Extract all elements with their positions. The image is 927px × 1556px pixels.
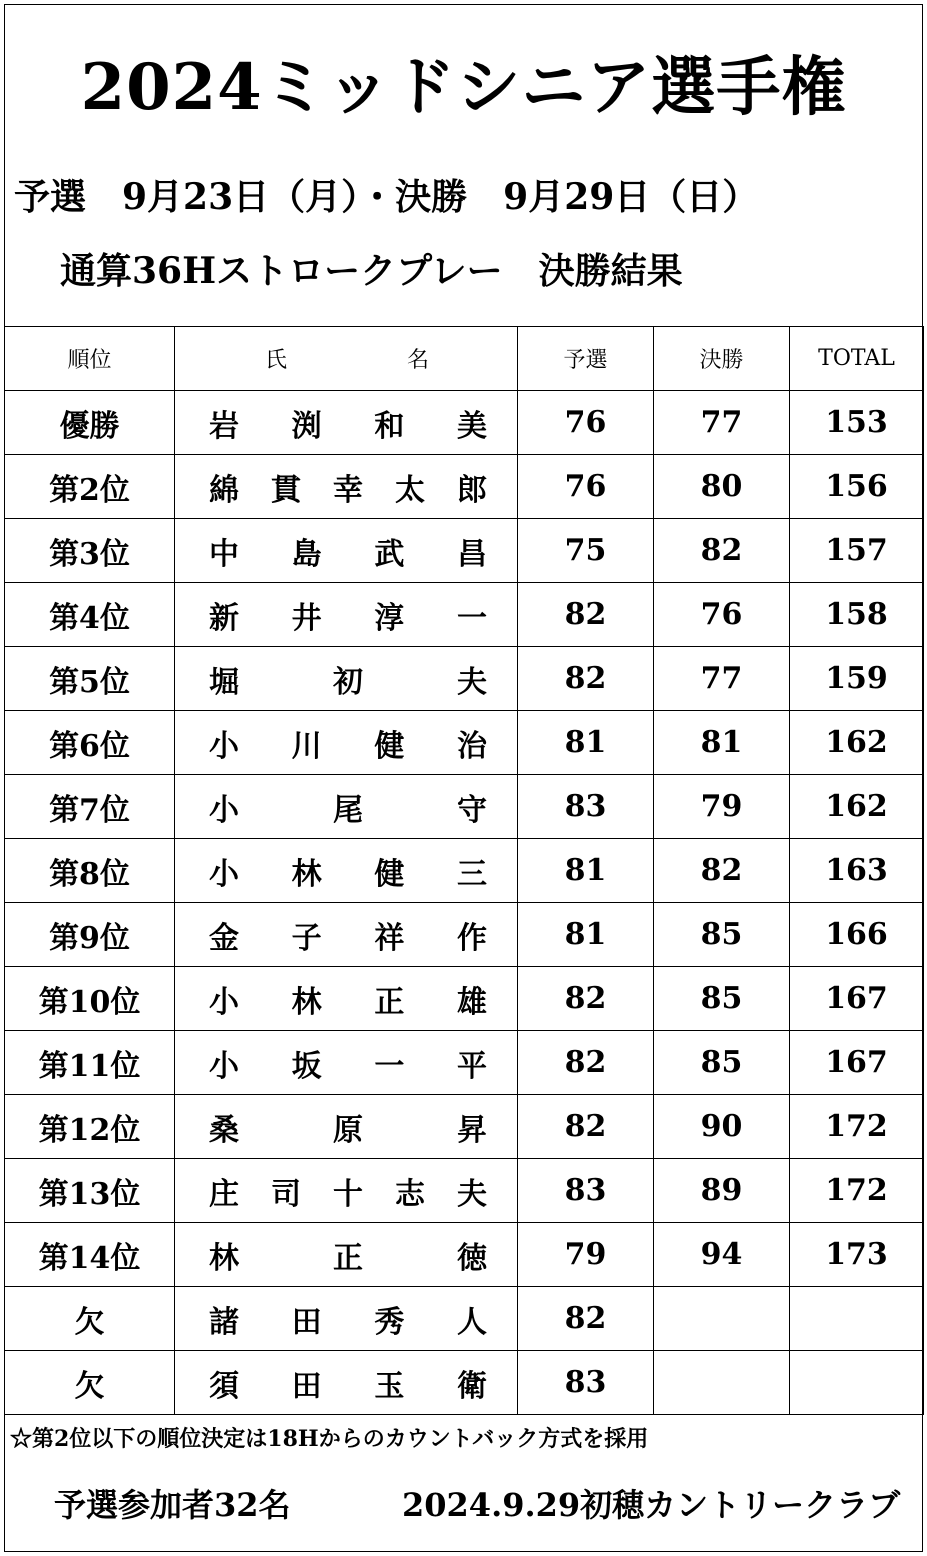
table-row: [5, 775, 924, 839]
table-header-row: [5, 327, 924, 391]
name-char: 守: [457, 792, 487, 828]
name-char: 秀: [374, 1304, 405, 1340]
name-char: 徳: [457, 1240, 487, 1276]
table-row: [5, 839, 924, 903]
tiebreak-note: ☆第2位以下の順位決定は18Hからのカウントバック方式を採用: [10, 1426, 649, 1452]
rank-cell: 第13位: [5, 1159, 175, 1223]
participants-count: 予選参加者32名: [54, 1486, 291, 1524]
final-score-cell: 85: [654, 967, 790, 1031]
name-char: 人: [456, 1304, 487, 1340]
name-char: 太: [395, 472, 425, 508]
name-cell: [175, 1031, 518, 1095]
rank-cell: 第10位: [5, 967, 175, 1031]
qualifying-score-cell: 82: [518, 1031, 654, 1095]
final-score-cell: [654, 1287, 790, 1351]
name-char: 初: [333, 664, 363, 700]
name-char: 坂: [291, 1048, 322, 1084]
name-char: 諸: [209, 1304, 239, 1340]
total-score-cell: [790, 1287, 924, 1351]
header-qualifying: 予選: [518, 327, 654, 391]
name-cell: [175, 583, 518, 647]
name-char: 中: [209, 536, 239, 572]
name-char: 綿: [209, 472, 239, 508]
final-score-cell: 79: [654, 775, 790, 839]
name-char: 美: [456, 408, 487, 444]
results-table: [4, 326, 924, 1415]
name-cell: [175, 903, 518, 967]
final-score-cell: 77: [654, 647, 790, 711]
table-row: [5, 711, 924, 775]
name-char: 金: [209, 920, 239, 956]
qualifying-score-cell: 76: [518, 455, 654, 519]
name-char: 貫: [271, 472, 301, 508]
qualifying-score-cell: 82: [518, 583, 654, 647]
page-title: 2024ミッドシニア選手権: [80, 50, 847, 125]
table-row: [5, 1223, 924, 1287]
table-row: [5, 1287, 924, 1351]
name-char: 十: [333, 1176, 363, 1212]
total-score-cell: 172: [790, 1095, 924, 1159]
date-venue: 2024.9.29初穂カントリークラブ: [402, 1486, 901, 1524]
name-cell: [175, 647, 518, 711]
qualifying-score-cell: 76: [518, 391, 654, 455]
name-char: 川: [291, 728, 322, 764]
qualifying-score-cell: 82: [518, 1287, 654, 1351]
rank-cell: 欠: [5, 1351, 175, 1415]
header-name-family: 氏: [265, 348, 288, 373]
qualifying-score-cell: 75: [518, 519, 654, 583]
header-rank: 順位: [5, 327, 175, 391]
name-char: 堀: [209, 664, 239, 700]
qualifying-score-cell: 83: [518, 1159, 654, 1223]
name-cell: [175, 1287, 518, 1351]
final-score-cell: [654, 1351, 790, 1415]
name-char: 三: [456, 856, 487, 892]
name-char: 渕: [291, 408, 322, 444]
final-score-cell: 80: [654, 455, 790, 519]
header-name-given: 名: [406, 348, 429, 373]
name-char: 司: [271, 1176, 301, 1212]
table-row: [5, 583, 924, 647]
name-char: 雄: [456, 984, 487, 1020]
name-char: 小: [209, 856, 239, 892]
name-char: 林: [291, 856, 322, 892]
rank-cell: 第11位: [5, 1031, 175, 1095]
name-cell: [175, 775, 518, 839]
name-char: 尾: [333, 792, 363, 828]
rank-cell: 第2位: [5, 455, 175, 519]
qualifying-score-cell: 83: [518, 1351, 654, 1415]
name-char: 原: [333, 1112, 363, 1148]
table-row: [5, 967, 924, 1031]
name-char: 一: [456, 600, 487, 636]
name-char: 小: [209, 792, 239, 828]
name-char: 夫: [457, 1176, 487, 1212]
name-char: 作: [456, 920, 487, 956]
name-char: 正: [333, 1240, 363, 1276]
table-row: [5, 1031, 924, 1095]
total-score-cell: 156: [790, 455, 924, 519]
name-char: 昌: [456, 536, 487, 572]
rank-cell: 第7位: [5, 775, 175, 839]
subtitle-dates: 予選 9月23日（月）・決勝 9月29日（日）: [14, 176, 759, 218]
name-char: 小: [209, 984, 239, 1020]
name-char: 岩: [209, 408, 239, 444]
name-char: 淳: [374, 600, 405, 636]
total-score-cell: 162: [790, 775, 924, 839]
qualifying-score-cell: 81: [518, 839, 654, 903]
name-cell: [175, 839, 518, 903]
qualifying-score-cell: 79: [518, 1223, 654, 1287]
name-char: 子: [291, 920, 322, 956]
name-cell: [175, 1095, 518, 1159]
total-score-cell: 158: [790, 583, 924, 647]
rank-cell: 第6位: [5, 711, 175, 775]
total-score-cell: 159: [790, 647, 924, 711]
final-score-cell: 82: [654, 519, 790, 583]
qualifying-score-cell: 81: [518, 903, 654, 967]
total-score-cell: 163: [790, 839, 924, 903]
total-score-cell: 167: [790, 967, 924, 1031]
qualifying-score-cell: 83: [518, 775, 654, 839]
name-char: 田: [291, 1368, 322, 1404]
total-score-cell: 166: [790, 903, 924, 967]
table-row: [5, 1351, 924, 1415]
rank-cell: 第3位: [5, 519, 175, 583]
name-char: 志: [395, 1176, 425, 1212]
final-score-cell: 85: [654, 903, 790, 967]
final-score-cell: 85: [654, 1031, 790, 1095]
name-char: 祥: [374, 920, 405, 956]
name-char: 治: [456, 728, 487, 764]
qualifying-score-cell: 82: [518, 1095, 654, 1159]
rank-cell: 第8位: [5, 839, 175, 903]
name-char: 和: [374, 408, 405, 444]
rank-cell: 優勝: [5, 391, 175, 455]
name-cell: [175, 391, 518, 455]
final-score-cell: 81: [654, 711, 790, 775]
header-total: TOTAL: [790, 327, 924, 391]
name-char: 正: [374, 984, 405, 1020]
name-cell: [175, 1159, 518, 1223]
name-char: 林: [209, 1240, 239, 1276]
table-row: [5, 519, 924, 583]
name-char: 健: [374, 728, 405, 764]
name-char: 玉: [374, 1368, 405, 1404]
final-score-cell: 77: [654, 391, 790, 455]
subtitle-format: 通算36Hストロークプレー 決勝結果: [60, 250, 683, 292]
name-cell: [175, 967, 518, 1031]
final-score-cell: 82: [654, 839, 790, 903]
name-char: 夫: [457, 664, 487, 700]
name-char: 郎: [457, 472, 487, 508]
name-char: 昇: [457, 1112, 487, 1148]
total-score-cell: 172: [790, 1159, 924, 1223]
final-score-cell: 90: [654, 1095, 790, 1159]
name-char: 健: [374, 856, 405, 892]
name-char: 平: [456, 1048, 487, 1084]
table-row: [5, 391, 924, 455]
name-char: 衛: [456, 1368, 487, 1404]
results-body: [5, 391, 924, 1415]
total-score-cell: 157: [790, 519, 924, 583]
name-char: 小: [209, 728, 239, 764]
table-row: [5, 647, 924, 711]
name-char: 須: [209, 1368, 239, 1404]
name-cell: [175, 1223, 518, 1287]
final-score-cell: 76: [654, 583, 790, 647]
rank-cell: 第5位: [5, 647, 175, 711]
name-char: 桑: [209, 1112, 239, 1148]
table-row: [5, 455, 924, 519]
header-final: 決勝: [654, 327, 790, 391]
total-score-cell: 173: [790, 1223, 924, 1287]
name-char: 井: [291, 600, 322, 636]
total-score-cell: 162: [790, 711, 924, 775]
qualifying-score-cell: 81: [518, 711, 654, 775]
header-name: [175, 327, 518, 391]
table-row: [5, 1159, 924, 1223]
table-row: [5, 903, 924, 967]
name-char: 田: [291, 1304, 322, 1340]
name-cell: [175, 1351, 518, 1415]
final-score-cell: 94: [654, 1223, 790, 1287]
total-score-cell: 153: [790, 391, 924, 455]
rank-cell: 第14位: [5, 1223, 175, 1287]
name-char: 林: [291, 984, 322, 1020]
name-cell: [175, 519, 518, 583]
rank-cell: 欠: [5, 1287, 175, 1351]
name-char: 一: [374, 1048, 405, 1084]
name-cell: [175, 711, 518, 775]
name-char: 庄: [209, 1176, 239, 1212]
rank-cell: 第4位: [5, 583, 175, 647]
rank-cell: 第12位: [5, 1095, 175, 1159]
name-char: 小: [209, 1048, 239, 1084]
table-row: [5, 1095, 924, 1159]
qualifying-score-cell: 82: [518, 967, 654, 1031]
name-cell: [175, 455, 518, 519]
rank-cell: 第9位: [5, 903, 175, 967]
final-score-cell: 89: [654, 1159, 790, 1223]
name-char: 新: [209, 600, 239, 636]
qualifying-score-cell: 82: [518, 647, 654, 711]
name-char: 武: [374, 536, 405, 572]
name-char: 島: [291, 536, 322, 572]
total-score-cell: 167: [790, 1031, 924, 1095]
total-score-cell: [790, 1351, 924, 1415]
name-char: 幸: [333, 472, 363, 508]
